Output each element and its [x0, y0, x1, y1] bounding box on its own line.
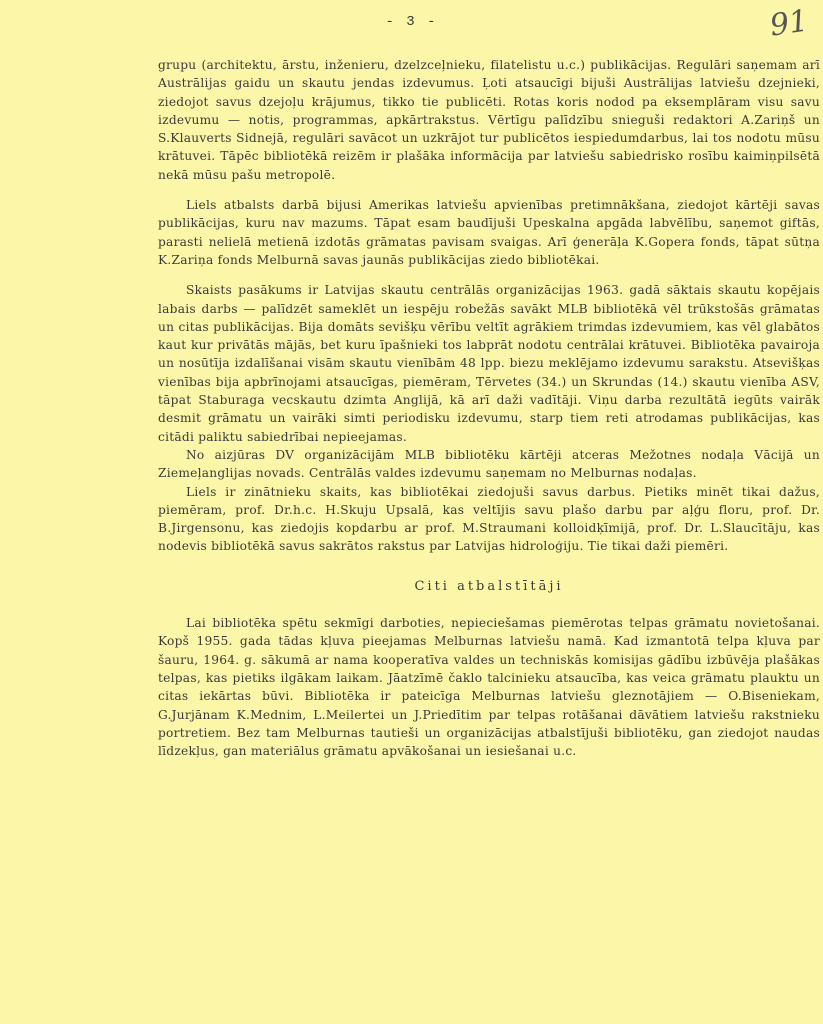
paragraph-5: Liels ir zinātnieku skaits, kas bibliotēkai ziedojuši savus darbus. Pietiks minēt tikai dažus, piemēram, prof. Dr.h.c. H.Skuju Upsalā, kas veltījis savu plašo darbu par aļģu floru, prof. Dr. B.Jirgensonu, kas ziedojis kopdarbu ar prof. M.Straumani kolloidķīmijā, prof. Dr. L.Slaucītāju, kas nodevis bibliotēkā savus sakrātos rakstus par Latvijas hidroloģiju. Tie tikai daži piemēri.: [158, 484, 820, 554]
body-text: [158, 56, 820, 772]
paragraph-4: No aizjūras DV organizācijām MLB bibliotēku kārtēji atceras Mežotnes nodaļa Vācijā un Ziemeļanglijas novads. Centrālās valdes izdevumu saņemam no Melburnas nodaļas.: [158, 447, 820, 481]
paragraph-2: Liels atbalsts darbā bijusi Amerikas latviešu apvienības pretimnākšana, ziedojot kārtēji savas publikācijas, kuru nav mazums. Tāpat esam baudījuši Upeskalna apgāda labvēlību, saņemot giftās, parasti nelielā metienā izdotās grāmatas pavisam svaigas. Arī ģenerāļa K.Gopera fonds, tāpat sūtņa K.Zariņa fonds Melburnā savas jaunās publikācijas ziedo bibliotēkai.: [158, 198, 820, 267]
section-heading: Citi atbalstītāji: [414, 578, 564, 594]
page-number: - 3 -: [385, 14, 438, 30]
paragraph-1: grupu (architektu, ārstu, inženieru, dzelzceļnieku, filatelistu u.c.) publikācijas. Regulāri saņemam arī Austrālijas gaidu un skautu jendas izdevumus. Ļoti atsaucīgi bijuši Austrālijas latviešu dzejnieki, ziedojot savus dzejoļu krājumus, tikko tie publicēti. Rotas koris nodod pa eksemplāram visu savu izdevumu — notis, programmas, apkārtrakstus. Vērtīgu palīdzību snieguši redaktori A.Zariņš un S.Klauverts Sidnejā, regulāri savācot un uzkrājot tur publicētos iespiedumdarbus, lai tos nodotu mūsu krātuvei. Tāpēc bibliotēkā reizēm ir plašāka informācija par latviešu sabiedrisko rosību kaimiņpilsētā nekā mūsu pašu metropolē.: [158, 58, 820, 182]
paragraph-3: Skaists pasākums ir Latvijas skautu centrālās organizācijas 1963. gadā sāktais skautu kopējais labais darbs — palīdzēt sameklēt un iespēju robežās savākt MLB bibliotēkā vēl trūkstošās grāmatas un citas publikācijas. Bija domāts sevišķu vērību veltīt agrākiem trimdas izdevumiem, kas vēl glabātos kaut kur privātās mājās, bet kuru īpašnieki tos labprāt nodotu centrālai krātuvei. Bibliotēka pavairoja un nosūtīja izdalīšanai visām skautu vienībām 48 lpp. biezu meklējamo izdevumu sarakstu. Atsevišķas vienības bija apbrīnojami atsaucīgas, piemēram, Tērvetes (34.) un Skrundas (14.) skautu vienība ASV, tāpat Staburaga vecskautu dzimta Anglijā, kā arī daži vadītāji. Viņu darba rezultātā iegūts vairāk desmit grāmatu un vairāki simti periodisku izdevumu, starp tiem reti atrodamas publikācijas, kas citādi paliktu sabiedrībai nepieejamas.: [158, 283, 820, 444]
handwritten-folio-number: 91: [767, 3, 811, 44]
section-paragraph: Lai bibliotēka spētu sekmīgi darboties, nepieciešamas piemērotas telpas grāmatu novietošanai. Kopš 1955. gada tādas kļuva pieejamas Melburnas latviešu namā. Kad izmantotā telpa kļuva par šauru, 1964. g. sākumā ar nama kooperatīva valdes un techniskās komisijas gādību izbūvēja plašākas telpas, kas pietiks ilgākam laikam. Jāatzīmē čaklo talcinieku atsaucība, kas veica grāmatu plauktu un citas iekārtas būvi. Bibliotēka ir pateicīga Melburnas latviešu gleznotājiem — O.Biseniekam, G.Jurjānam K.Mednim, L.Meilertei un J.Priedītim par telpas rotāšanai dāvātiem latviešu rakstnieku portretiem. Bez tam Melburnas tautieši un organizācijas atbalstījuši bibliotēku, gan ziedojot naudas līdzekļus, gan materiālus grāmatu apvākošanai un iesiešanai u.c.: [158, 616, 820, 759]
